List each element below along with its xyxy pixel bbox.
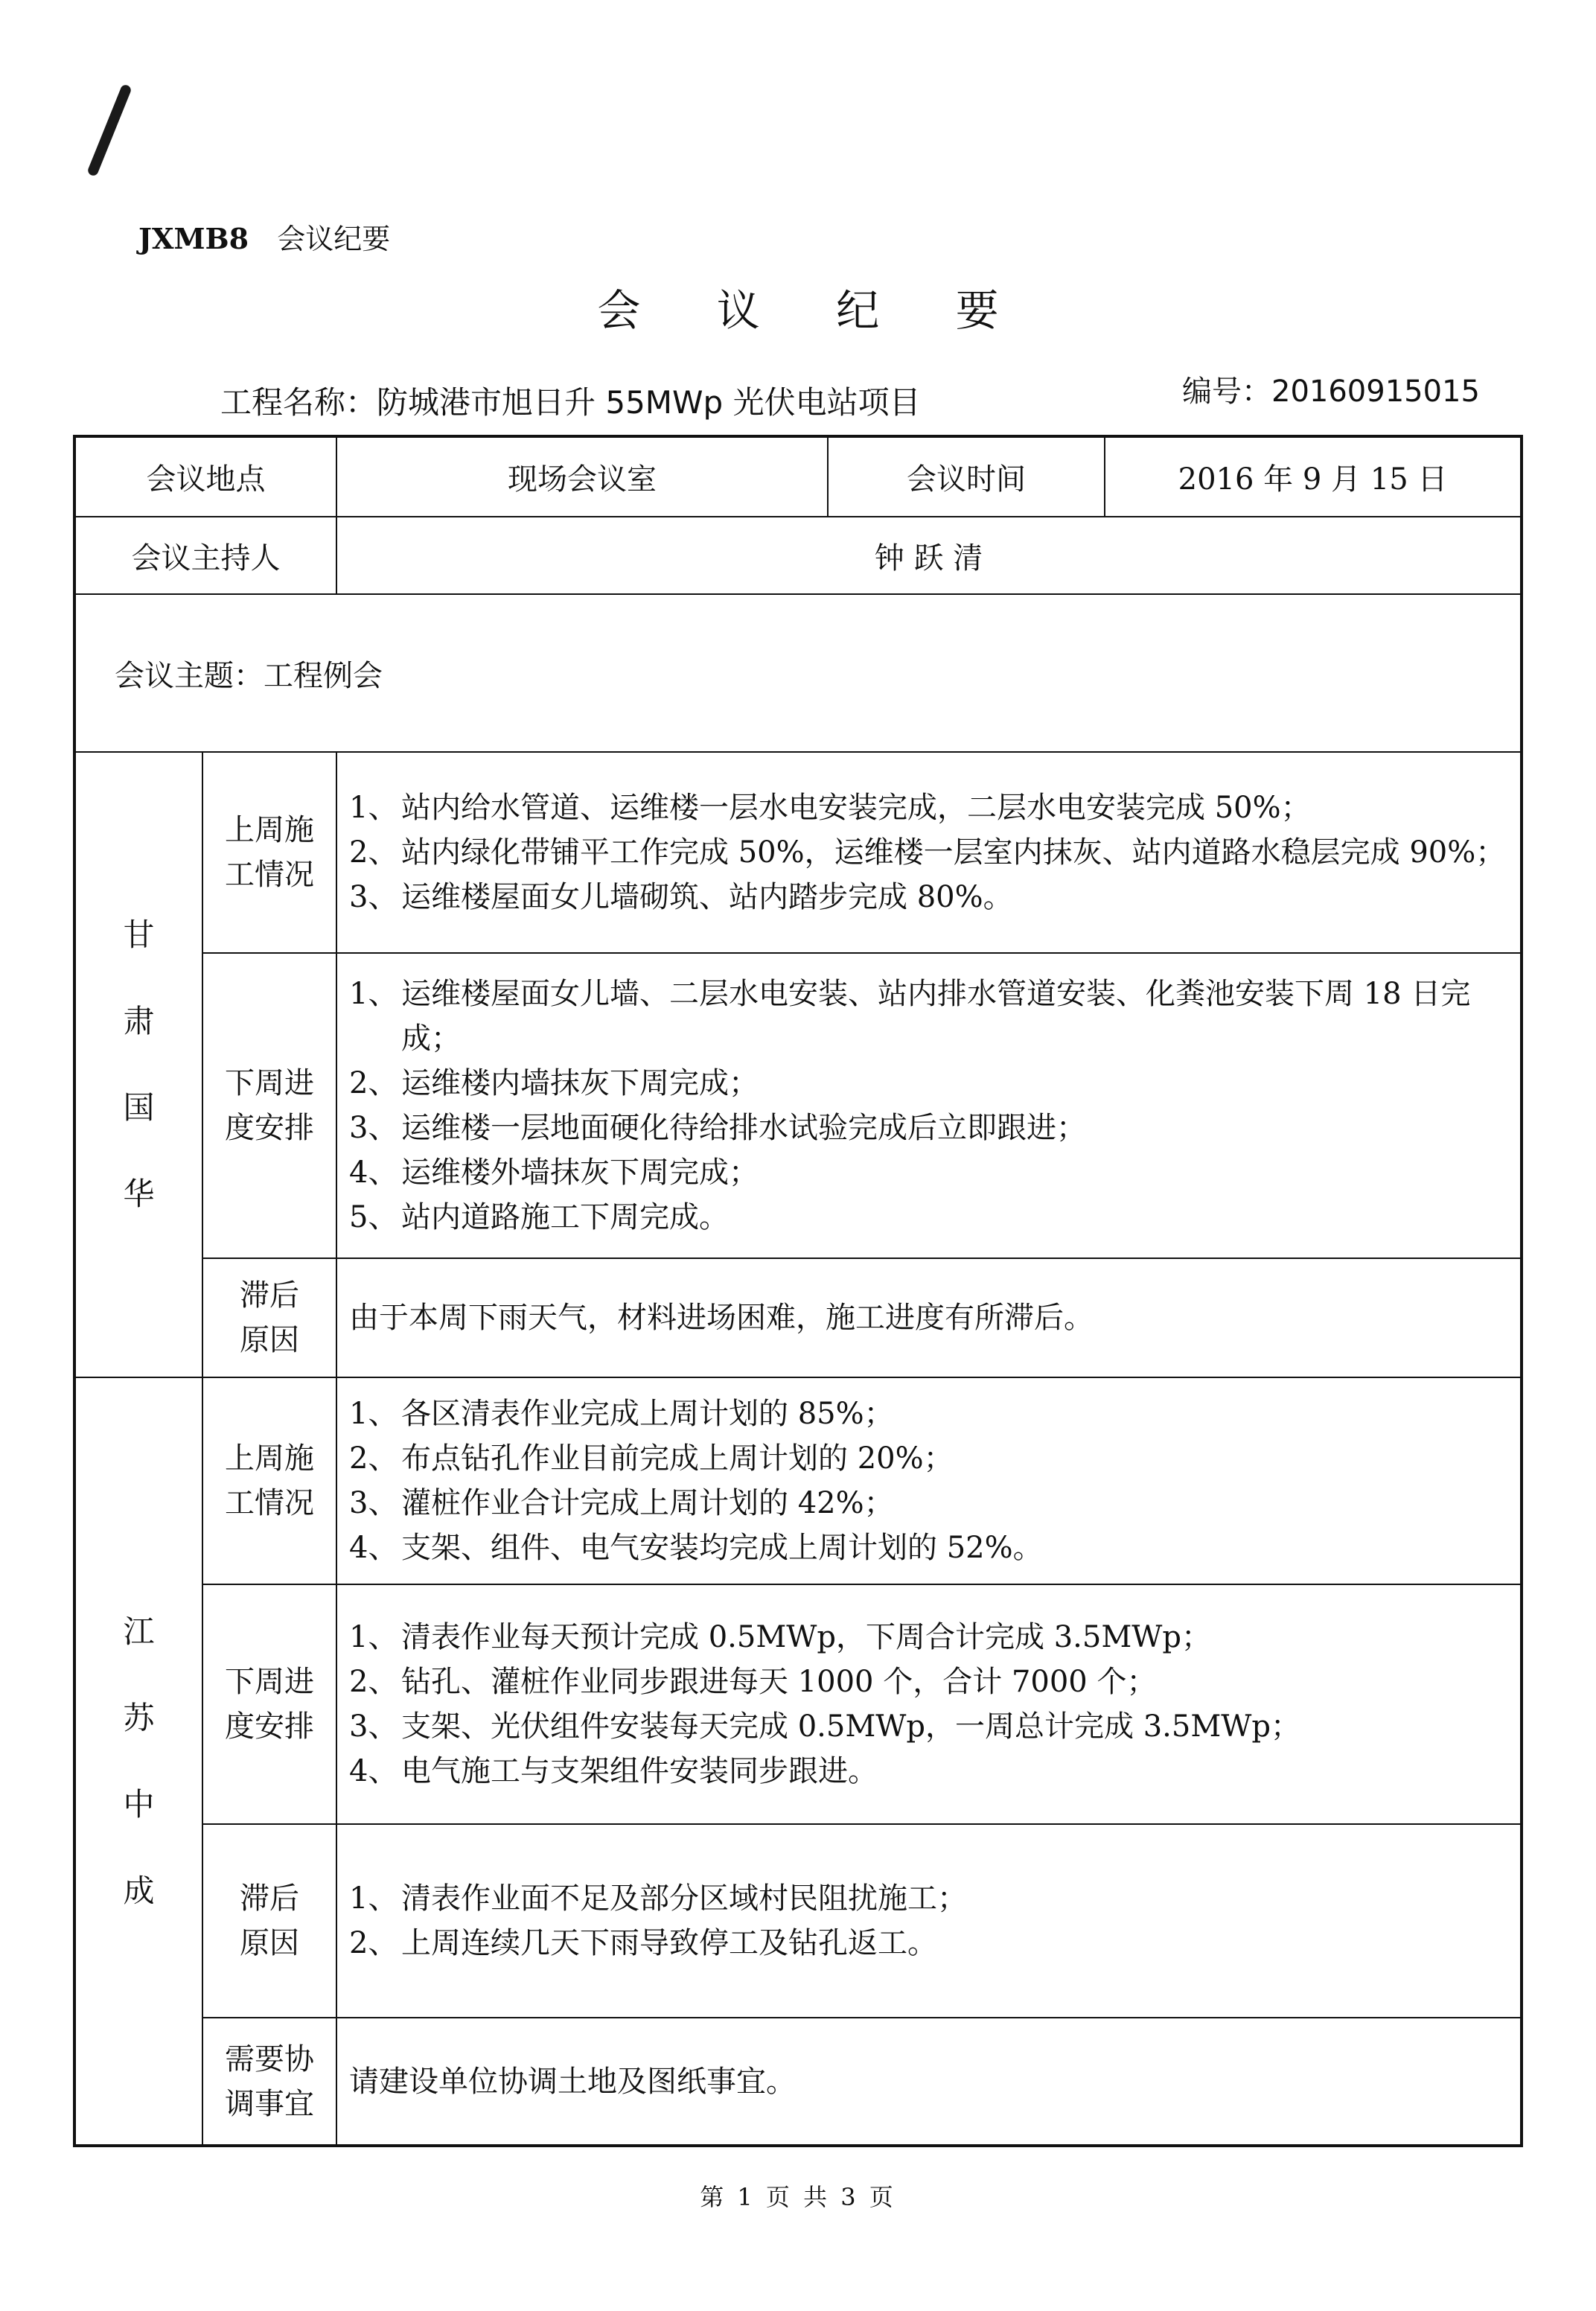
section-row — [74, 2018, 1522, 2146]
last-week-progress — [336, 752, 1522, 953]
delay-reason: 由于本周下雨天气，材料进场困难，施工进度有所滞后。 — [336, 1258, 1522, 1377]
document-title: 会 议 纪 要 — [597, 285, 1030, 336]
form-code: JXMB8 — [138, 222, 249, 255]
next-week-plan — [336, 1584, 1522, 1824]
list-item: 1、 清表作业面不足及部分区域村民阻扰施工； — [349, 1881, 967, 1916]
scan-pen-mark — [86, 83, 133, 177]
last-week-progress — [336, 1377, 1522, 1584]
list-item: 3、 支架、光伏组件安装每天完成 0.5MWp，一周总计完成 3.5MWp； — [349, 1709, 1301, 1744]
delay-reason — [336, 1824, 1522, 2018]
topic-row — [74, 594, 1522, 752]
section-row — [74, 1824, 1522, 2018]
section-row — [74, 1258, 1522, 1377]
time-label: 会议时间 — [828, 436, 1105, 517]
host-row — [74, 517, 1522, 594]
row-label-last-week: 上周施 工情况 — [202, 1377, 336, 1584]
host-label: 会议主持人 — [74, 517, 336, 594]
list-item: 4、 电气施工与支架组件安装同步跟进。 — [349, 1754, 878, 1788]
next-week-plan — [336, 953, 1522, 1258]
row-label-next-week: 下周进 度安排 — [202, 1584, 336, 1824]
section-row — [74, 953, 1522, 1258]
list-item: 1、 站内给水管道、运维楼一层水电安装完成，二层水电安装完成 50%； — [349, 791, 1311, 825]
list-item: 5、 站内道路施工下周完成。 — [349, 1200, 729, 1234]
list-item: 1、 清表作业每天预计完成 0.5MWp，下周合计完成 3.5MWp； — [349, 1620, 1212, 1654]
section-row — [74, 752, 1522, 953]
meeting-info-row — [74, 436, 1522, 517]
meeting-topic: 会议主题：工程例会 — [74, 594, 1522, 752]
coordination-matters: 请建设单位协调土地及图纸事宜。 — [336, 2018, 1522, 2146]
list-item: 3、 运维楼屋面女儿墙砌筑、站内踏步完成 80%。 — [349, 880, 1013, 914]
host-value: 钟 跃 清 — [336, 517, 1522, 594]
row-label-delay-reason: 滞后 原因 — [202, 1258, 336, 1377]
list-item: 1、 各区清表作业完成上周计划的 85%； — [349, 1397, 894, 1431]
list-item: 2、 站内绿化带铺平工作完成 50%，运维楼一层室内抹灰、站内道路水稳层完成 90%； — [349, 835, 1506, 870]
minutes-table — [73, 435, 1523, 2147]
list-item: 2、 钻孔、灌桩作业同步跟进每天 1000 个，合计 7000 个； — [349, 1665, 1157, 1699]
list-item: 1、 运维楼屋面女儿墙、二层水电安装、站内排水管道安装、化粪池安装下周 18 日完成； — [349, 977, 1471, 1056]
time-value: 2016 年 9 月 15 日 — [1105, 436, 1522, 517]
list-item: 4、 运维楼外墙抹灰下周完成； — [349, 1156, 759, 1190]
section-row — [74, 1377, 1522, 1584]
row-label-next-week: 下周进 度安排 — [202, 953, 336, 1258]
project-name: 工程名称：防城港市旭日升 55MWp 光伏电站项目 — [220, 384, 921, 421]
serial-number: 编号：20160915015 — [1182, 374, 1480, 409]
org-name-jiangsu-zhongcheng: 江 苏 中 成 — [74, 1377, 202, 2146]
page-number: 第 1 页 共 3 页 — [700, 2183, 896, 2211]
list-item: 2、 运维楼内墙抹灰下周完成； — [349, 1066, 759, 1100]
location-label: 会议地点 — [74, 436, 336, 517]
row-label-delay-reason: 滞后 原因 — [202, 1824, 336, 2018]
section-row — [74, 1584, 1522, 1824]
row-label-coordination: 需要协 调事宜 — [202, 2018, 336, 2146]
row-label-last-week: 上周施 工情况 — [202, 752, 336, 953]
list-item: 4、 支架、组件、电气安装均完成上周计划的 52%。 — [349, 1531, 1043, 1565]
location-value: 现场会议室 — [336, 436, 828, 517]
list-item: 2、 上周连续几天下雨导致停工及钻孔返工。 — [349, 1926, 937, 1960]
form-code-line — [138, 216, 390, 257]
list-item: 3、 灌桩作业合计完成上周计划的 42%； — [349, 1486, 894, 1520]
form-name: 会议纪要 — [277, 223, 391, 255]
list-item: 2、 布点钻孔作业目前完成上周计划的 20%； — [349, 1441, 954, 1476]
org-name-gansu-guohua: 甘 肃 国 华 — [74, 752, 202, 1377]
list-item: 3、 运维楼一层地面硬化待给排水试验完成后立即跟进； — [349, 1111, 1086, 1145]
